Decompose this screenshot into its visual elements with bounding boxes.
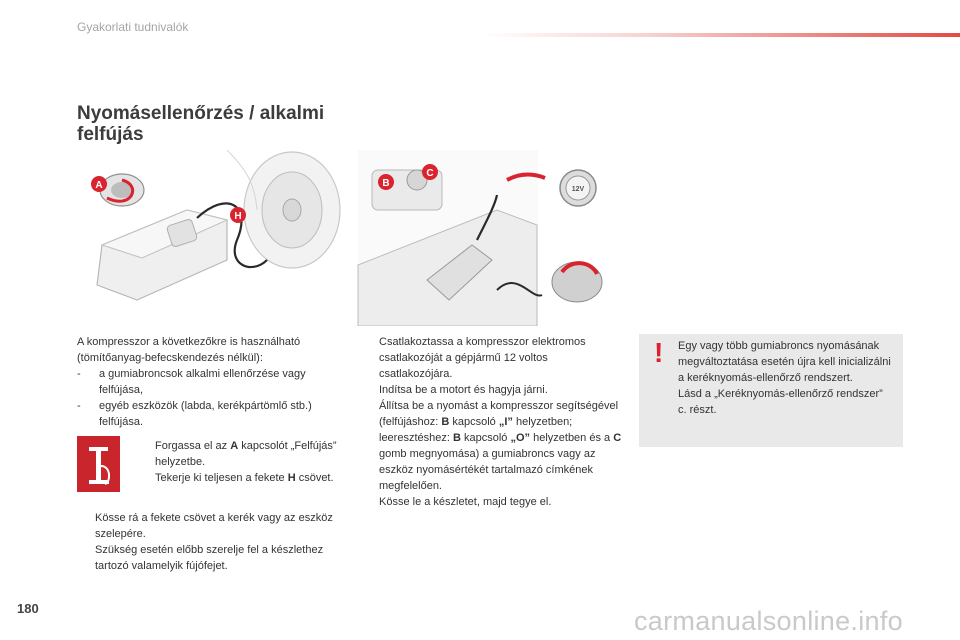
section-title: Gyakorlati tudnivalók xyxy=(77,20,189,34)
bullet-icon xyxy=(361,494,379,510)
label-b: B xyxy=(382,178,390,189)
bullet-icon xyxy=(137,470,155,486)
note-reference: Lásd a „Keréknyomás-ellenőrző rendszer” c. részt. xyxy=(678,388,883,416)
label-a: A xyxy=(95,180,103,191)
step-item xyxy=(361,382,623,398)
watermark: carmanualsonline.info xyxy=(634,606,903,636)
intro-block xyxy=(77,334,347,430)
step-list-2 xyxy=(77,510,347,574)
header-accent-bar xyxy=(480,33,960,37)
page-title: Nyomásellenőrzés / alkalmi felfújás xyxy=(77,103,325,145)
bullet-icon xyxy=(361,398,379,494)
step-item xyxy=(361,494,623,510)
list-item-text: egyéb eszközök (labda, kerékpártömlő stb.) felfújása. xyxy=(99,400,312,428)
note-text xyxy=(678,338,893,418)
bullet-icon xyxy=(137,438,155,470)
step-list-1 xyxy=(137,438,347,486)
dash-marker: - xyxy=(77,400,81,412)
step-list-3 xyxy=(361,334,623,510)
step-item xyxy=(137,470,347,486)
label-c: C xyxy=(426,168,434,179)
step-text: Kösse le a készletet, majd tegye el. xyxy=(379,496,552,508)
list-item xyxy=(77,398,347,430)
step-item xyxy=(137,438,347,470)
pump-icon xyxy=(77,436,120,492)
list-item-text: a gumiabroncsok alkalmi ellenőrzése vagy felfújása, xyxy=(99,368,306,396)
dash-marker: - xyxy=(77,368,81,380)
left-illustration-panel xyxy=(77,150,340,326)
step-text: Kösse rá a fekete csövet a kerék vagy az eszköz szelepére. Szükség esetén előbb szerelje fel a készlethez tartozó valamelyik fújófejet. xyxy=(95,512,333,572)
warning-icon: ! xyxy=(654,337,664,368)
right-illustration-panel xyxy=(358,150,602,326)
step-text: Forgassa el az A kapcsolót „Felfújás” helyzetbe. xyxy=(155,440,337,468)
page-number: 180 xyxy=(17,601,39,616)
bullet-icon xyxy=(77,510,95,574)
step-item xyxy=(361,398,623,494)
label-h: H xyxy=(234,211,242,222)
step-text: Állítsa be a nyomást a kompresszor segítségével (felfújáshoz: B kapcsoló „I” helyzetben; leeresztéshez: B kapcsoló „O” helyzetben és a C gomb megnyomása) a gumiabroncs vagy az eszköz nyomásértékét tartalmazó címkének megfelelően. xyxy=(379,400,622,492)
note-body: Egy vagy több gumiabroncs nyomásának megváltoztatása esetén újra kell inicializálni a keréknyomás-ellenőrző rendszert. xyxy=(678,340,891,384)
list-item xyxy=(77,366,347,398)
intro-text: A kompresszor a következőkre is használható (tömítőanyag-befecskendezés nélkül): xyxy=(77,336,301,364)
step-text: Csatlakoztassa a kompresszor elektromos csatlakozóját a gépjármű 12 voltos csatlakozójára. xyxy=(379,336,586,380)
step-text: Tekerje ki teljesen a fekete H csövet. xyxy=(155,472,334,484)
step-text: Indítsa be a motort és hagyja járni. xyxy=(379,384,548,396)
bullet-icon xyxy=(361,382,379,398)
step-item xyxy=(77,510,347,574)
step-item xyxy=(361,334,623,382)
bullet-icon xyxy=(361,334,379,382)
compressor-illustration xyxy=(77,150,617,326)
label-12v: 12V xyxy=(571,186,585,193)
